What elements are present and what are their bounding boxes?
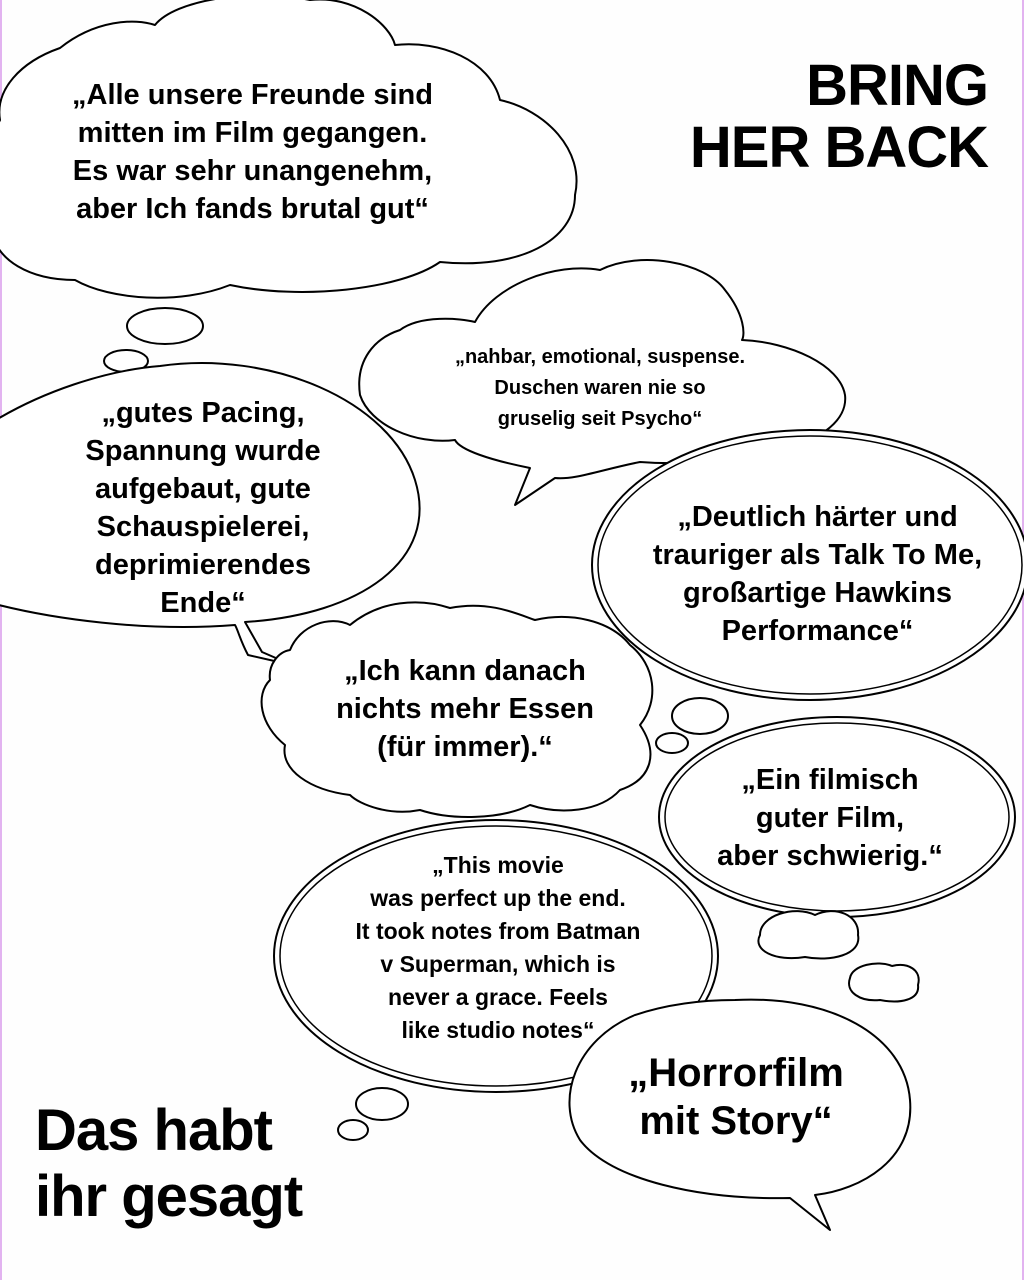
quote-nahbar: „nahbar, emotional, suspense. Duschen waren nie so gruselig seit Psycho“ — [454, 346, 746, 430]
quote-freunde: „Alle unsere Freunde sind mitten im Film gegangen. Es war sehr unangenehm, aber Ich fands brutal gut“ — [72, 79, 433, 225]
quote-pacing: „gutes Pacing, Spannung wurde aufgebaut, gute Schauspielerei, deprimierendes Ende“ — [85, 397, 321, 619]
quote-movie: „This movie was perfect up the end. It took notes from Batman v Superman, which is never a grace. Feels like studio notes“ — [355, 852, 641, 1043]
quote-filmisch: „Ein filmisch guter Film, aber schwierig.“ — [717, 764, 943, 872]
quote-horror: „Horrorfilm mit Story“ — [628, 1051, 844, 1143]
quote-essen: „Ich kann danach nichts mehr Essen (für immer).“ — [336, 655, 594, 763]
footer-title: Das habt ihr gesagt — [35, 1098, 303, 1229]
headline-title: BRING HER BACK — [689, 53, 988, 180]
quote-deutlich: „Deutlich härter und trauriger als Talk To Me, großartige Hawkins Performance“ — [652, 501, 983, 647]
